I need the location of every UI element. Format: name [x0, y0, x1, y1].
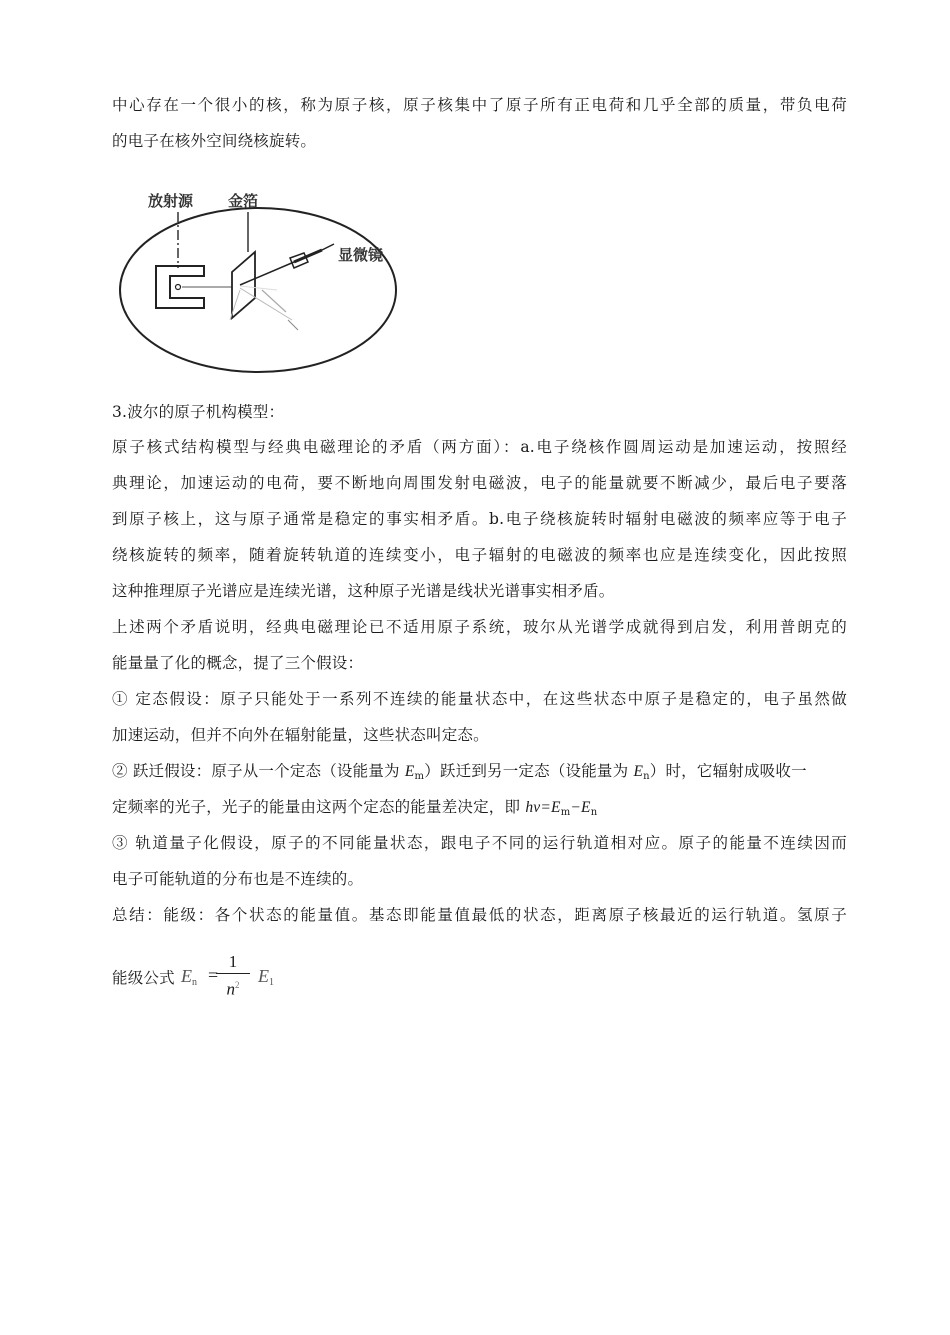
- gold-foil: [232, 252, 255, 318]
- paragraph-line: 总结：能级：各个状态的能量值。基态即能量值最低的状态，距离原子核最近的运行轨道。氢原子: [112, 906, 847, 924]
- paragraph-line: 上述两个矛盾说明，经典电磁理论已不适用原子系统，玻尔从光谱学成就得到启发，利用普朗克的: [112, 618, 847, 636]
- paragraph-line: 原子核式结构模型与经典电磁理论的矛盾（两方面）：a.电子绕核作圆周运动是加速运动，按照经: [112, 438, 847, 456]
- text-run: 能级公式: [112, 969, 175, 987]
- text-run: ）跃迁到另一定态（设能量为: [424, 762, 634, 780]
- energy-symbol: E: [633, 763, 644, 780]
- apparatus-diagram: [112, 180, 412, 380]
- formula-lhs: $E_n$: [181, 966, 197, 988]
- paragraph-line: 到原子核上，这与原子通常是稳定的事实相矛盾。b.电子绕核旋转时辐射电磁波的频率应等于电子: [112, 510, 847, 528]
- paragraph-line: 绕核旋转的频率，随着旋转轨道的连续变小，电子辐射的电磁波的频率也应是连续变化，因此按照: [112, 546, 847, 564]
- vacuum-chamber-outline: [120, 208, 396, 372]
- section-heading: 3.波尔的原子机构模型：: [112, 403, 285, 421]
- paragraph-line: [112, 761, 847, 787]
- formula-rhs: $E_1$: [258, 966, 274, 988]
- scatter-path-4: [240, 286, 277, 290]
- fraction-denominator: $n^2$: [226, 979, 240, 999]
- paragraph-line: 典理论，加速运动的电荷，要不断地向周围发射电磁波，电子的能量就要不断减少，最后电子要落: [112, 474, 847, 492]
- paragraph-line: ③ 轨道量子化假设，原子的不同能量状态，跟电子不同的运行轨道相对应。原子的能量不连续因而: [112, 834, 847, 852]
- text-run: 定频率的光子，光子的能量由这两个定态的能量差决定，即: [112, 798, 526, 816]
- subscript: n: [643, 771, 650, 782]
- microscope-label: 显微镜: [338, 246, 384, 264]
- formula-equals: =: [208, 965, 219, 985]
- paragraph-line: [112, 797, 847, 823]
- formula-fraction: [216, 952, 250, 1000]
- paragraph-line: 能量量了化的概念，提了三个假设：: [112, 654, 364, 672]
- rutherford-experiment-figure: [112, 180, 412, 380]
- paragraph-line: 的电子在核外空间绕核旋转。: [112, 132, 317, 150]
- paragraph-line: 这种推理原子光谱应是连续光谱，这种原子光谱是线状光谱事实相矛盾。: [112, 582, 615, 600]
- scatter-tail: [288, 320, 298, 330]
- source-label: 放射源: [148, 192, 194, 210]
- paragraph-line: 中心存在一个很小的核，称为原子核，原子核集中了原子所有正电荷和几乎全部的质量，带负电荷: [112, 96, 847, 114]
- paragraph-line: [112, 968, 192, 988]
- paragraph-line: ① 定态假设：原子只能处于一系列不连续的能量状态中，在这些状态中原子是稳定的，电子虽然做: [112, 690, 847, 708]
- text-run: ）时，它辐射成吸收一: [649, 762, 807, 780]
- fraction-bar: [216, 973, 250, 974]
- subscript: n: [590, 807, 598, 818]
- photon-energy-formula: hv=E: [525, 799, 561, 816]
- microscope-tube: [322, 244, 334, 250]
- energy-symbol: E: [404, 763, 415, 780]
- fraction-numerator: 1: [228, 952, 238, 971]
- foil-label: 金箔: [228, 192, 259, 210]
- subscript: m: [560, 807, 571, 818]
- paragraph-line: 加速运动，但并不向外在辐射能量，这些状态叫定态。: [112, 726, 489, 744]
- subscript: m: [414, 771, 425, 782]
- paragraph-line: 电子可能轨道的分布也是不连续的。: [112, 870, 364, 888]
- scatter-path-1: [240, 262, 294, 285]
- formula-part: −E: [570, 799, 591, 816]
- text-run: ② 跃迁假设：原子从一个定态（设能量为: [112, 762, 405, 780]
- radioactive-source: [176, 285, 181, 290]
